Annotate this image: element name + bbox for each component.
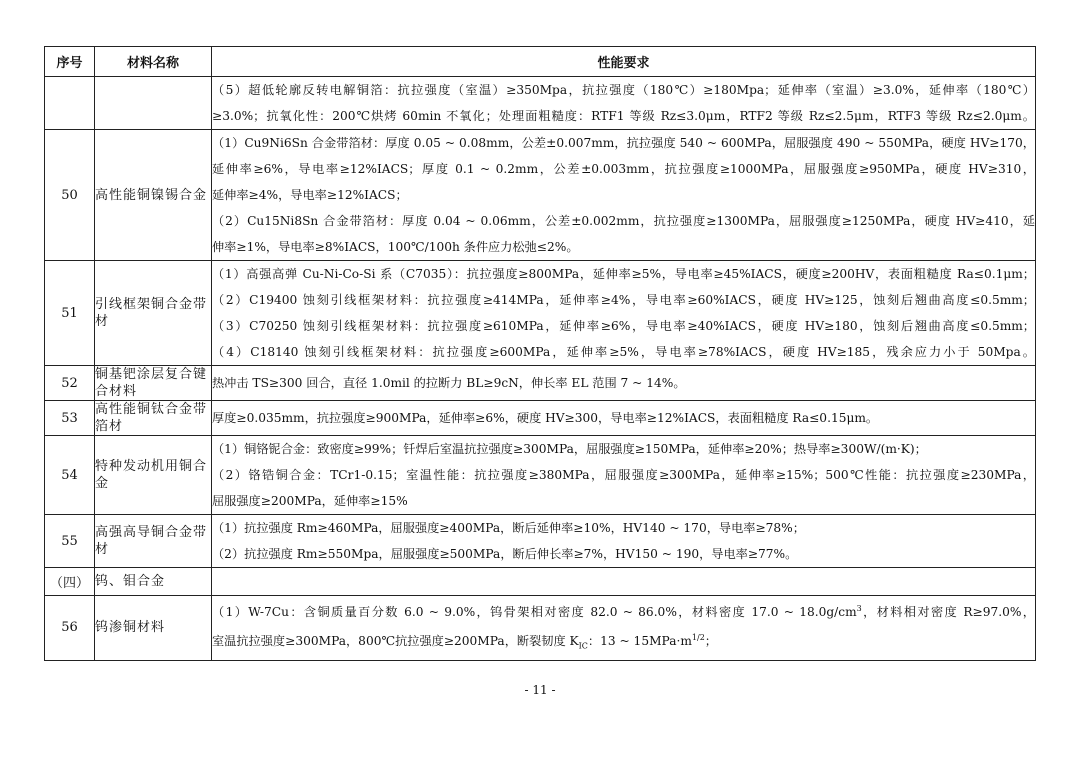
requirements-cell xyxy=(212,401,1036,436)
header-name: 材料名称 xyxy=(95,47,212,77)
requirements-cell xyxy=(212,515,1036,568)
table-row xyxy=(45,77,1036,130)
header-requirements: 性能要求 xyxy=(212,47,1036,77)
table-row xyxy=(45,596,1036,661)
row-number xyxy=(45,77,95,130)
row-number: 55 xyxy=(45,515,95,568)
requirement-text: （1）W-7Cu：含铜质量百分数 6.0 ~ 9.0%，钨骨架相对密度 82.0 ~ 86.0%，材料密度 17.0 ~ 18.0g/cm xyxy=(212,605,857,620)
requirement-line: （4）C18140 蚀刻引线框架材料：抗拉强度≥600MPa，延伸率≥5%，导电率≥78%IACS，硬度 HV≥185，残余应力小于 50Mpa。 xyxy=(212,345,1035,359)
requirements-cell xyxy=(212,261,1036,366)
specification-table xyxy=(44,46,1036,661)
row-number: 56 xyxy=(45,596,95,661)
requirement-line: （2）C19400 蚀刻引线框架材料：抗拉强度≥414MPa，延伸率≥4%，导电率≥60%IACS，硬度 HV≥125，蚀刻后翘曲高度≤0.5mm； xyxy=(212,293,1035,307)
row-number: 53 xyxy=(45,401,95,436)
requirement-line: （3）C70250 蚀刻引线框架材料：抗拉强度≥610MPa，延伸率≥6%，导电率≥40%IACS，硬度 HV≥180，蚀刻后翘曲高度≤0.5mm； xyxy=(212,319,1035,333)
requirement-line: （1）Cu9Ni6Sn 合金带箔材：厚度 0.05 ~ 0.08mm，公差±0.007mm，抗拉强度 540 ~ 600MPa，屈服强度 490 ~ 550MPa，硬度 HV≥170， xyxy=(212,136,1035,150)
requirement-line: 延伸率≥6%，导电率≥12%IACS；厚度 0.1 ~ 0.2mm，公差±0.003mm，抗拉强度≥1000MPa，屈服强度≥950MPa，硬度 HV≥310， xyxy=(212,162,1035,176)
material-name: 高强高导铜合金带材 xyxy=(95,515,212,568)
header-row xyxy=(45,47,1036,77)
superscript: 1/2 xyxy=(691,633,705,643)
requirements-cell xyxy=(212,596,1036,661)
row-number: 50 xyxy=(45,130,95,261)
header-no: 序号 xyxy=(45,47,95,77)
superscript: 3 xyxy=(856,604,862,613)
row-number: 52 xyxy=(45,366,95,401)
requirement-line: 厚度≥0.035mm，抗拉强度≥900MPa，延伸率≥6%，硬度 HV≥300，导电率≥12%IACS，表面粗糙度 Ra≤0.15μm。 xyxy=(212,410,879,425)
group-row xyxy=(45,568,1036,596)
subscript: IC xyxy=(578,641,588,651)
row-number: 54 xyxy=(45,436,95,515)
requirements-cell xyxy=(212,77,1036,130)
requirement-text: ； xyxy=(704,634,717,649)
table-row xyxy=(45,261,1036,366)
requirement-line: 延伸率≥4%，导电率≥12%IACS； xyxy=(212,188,408,202)
row-number: 51 xyxy=(45,261,95,366)
table-row xyxy=(45,366,1036,401)
requirement-line: （2）Cu15Ni8Sn 合金带箔材：厚度 0.04 ~ 0.06mm，公差±0.002mm，抗拉强度≥1300MPa，屈服强度≥1250MPa，硬度 HV≥410，延 xyxy=(212,214,1035,228)
material-name: 高性能铜镍锡合金 xyxy=(95,130,212,261)
material-name: 高性能铜钛合金带箔材 xyxy=(95,401,212,436)
requirement-line: 热冲击 TS≥300 回合，直径 1.0mil 的拉断力 BL≥9cN，伸长率 EL 范围 7 ~ 14%。 xyxy=(212,375,686,390)
group-empty-cell xyxy=(212,568,1036,596)
table-row xyxy=(45,130,1036,261)
requirement-text: ，材料相对密度 R≥97.0%， xyxy=(861,605,1035,620)
material-name: 引线框架铜合金带材 xyxy=(95,261,212,366)
requirement-line: （1）抗拉强度 Rm≥460MPa，屈服强度≥400MPa，断后延伸率≥10%，HV140 ~ 170，导电率≥78%； xyxy=(212,521,805,535)
requirements-cell xyxy=(212,130,1036,261)
table-row xyxy=(45,515,1036,568)
requirement-line xyxy=(212,625,1035,660)
requirement-line: （5）超低轮廓反转电解铜箔：抗拉强度（室温）≥350Mpa，抗拉强度（180℃）≥180Mpa；延伸率（室温）≥3.0%，延伸率（180℃） xyxy=(212,83,1035,97)
material-name: 钨渗铜材料 xyxy=(95,596,212,661)
material-name: 铜基钯涂层复合键合材料 xyxy=(95,366,212,401)
group-title: 钨、钼合金 xyxy=(95,568,212,596)
requirement-line: ≥3.0%；抗氧化性：200℃烘烤 60min 不氧化；处理面粗糙度：RTF1 等级 Rz≤3.0μm，RTF2 等级 Rz≤2.5μm，RTF3 等级 Rz≤2.0μm。 xyxy=(212,109,1035,123)
requirement-line: （1）高强高弹 Cu-Ni-Co-Si 系（C7035）：抗拉强度≥800MPa，延伸率≥5%，导电率≥45%IACS，硬度≥200HV，表面粗糙度 Ra≤0.1μm； xyxy=(212,267,1035,281)
material-name xyxy=(95,77,212,130)
requirements-cell xyxy=(212,366,1036,401)
requirement-line: （2）铬锆铜合金：TCr1-0.15；室温性能：抗拉强度≥380MPa，屈服强度≥300MPa，延伸率≥15%；500℃性能：抗拉强度≥230MPa， xyxy=(212,468,1035,482)
page-number: - 11 - xyxy=(524,683,556,697)
requirement-line: （2）抗拉强度 Rm≥550Mpa，屈服强度≥500MPa，断后伸长率≥7%，HV150 ~ 190，导电率≥77%。 xyxy=(212,547,798,561)
requirement-line: 伸率≥1%，导电率≥8%IACS，100℃/100h 条件应力松弛≤2%。 xyxy=(212,240,579,254)
requirement-line xyxy=(212,596,1035,625)
table-row xyxy=(45,436,1036,515)
table-row xyxy=(45,401,1036,436)
requirement-text: ：13 ~ 15MPa·m xyxy=(587,634,692,649)
material-name: 特种发动机用铜合金 xyxy=(95,436,212,515)
requirements-cell xyxy=(212,436,1036,515)
requirement-line: 屈服强度≥200MPa，延伸率≥15% xyxy=(212,494,408,508)
requirement-text: 室温抗拉强度≥300MPa，800℃抗拉强度≥200MPa，断裂韧度 K xyxy=(212,634,579,649)
group-number: （四） xyxy=(45,568,95,596)
requirement-line: （1）铜铬铌合金：致密度≥99%；钎焊后室温抗拉强度≥300MPa，屈服强度≥150MPa，延伸率≥20%；热导率≥300W/(m·K)； xyxy=(212,442,927,456)
